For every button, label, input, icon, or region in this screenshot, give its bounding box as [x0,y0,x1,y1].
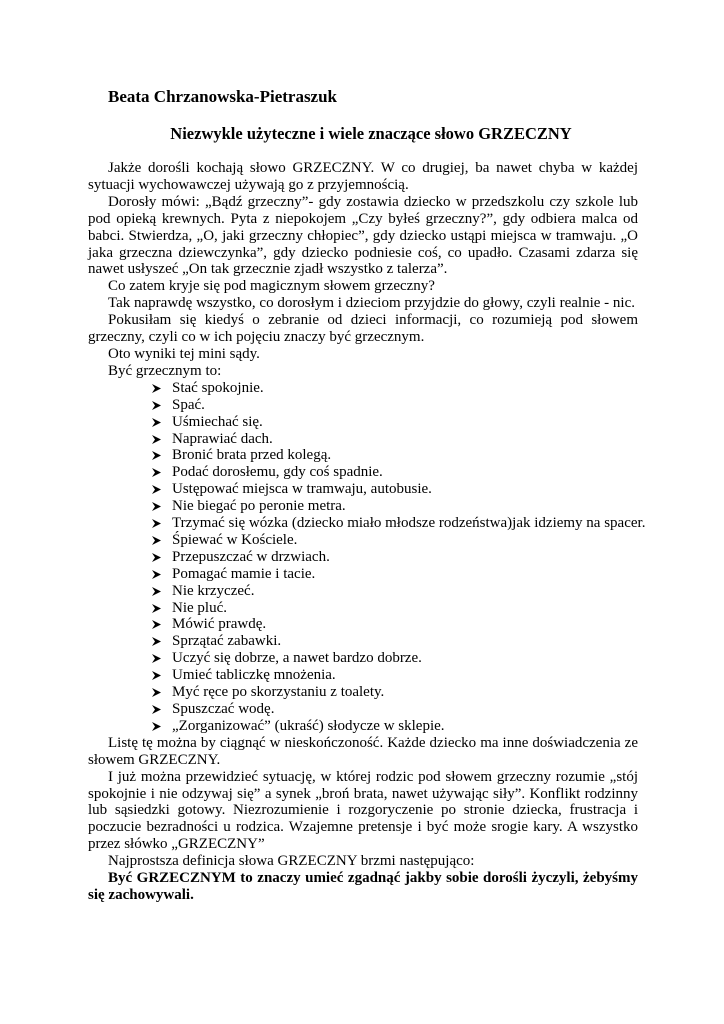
paragraph: Pokusiłam się kiedyś o zebranie od dzieci informacji, co rozumieją pod słowem grzeczny, czyli co w ich pojęciu znaczy być grzecznym. [88,312,638,346]
list-item-text: Trzymać się wózka (dziecko miało młodsze rodzeństwa)jak idziemy na spacer. [172,515,646,532]
arrow-bullet-icon [151,400,162,411]
bullet-list [88,379,646,735]
arrow-bullet-icon [151,653,162,664]
list-item [151,414,638,431]
list-item [151,600,638,617]
arrow-bullet-icon [151,687,162,698]
list-item-text: Nie krzyczeć. [172,582,255,599]
arrow-bullet-icon [151,383,162,394]
list-item [151,515,646,532]
arrow-bullet-icon [151,721,162,732]
list-item [151,397,638,414]
arrow-bullet-icon [151,518,162,529]
arrow-bullet-icon [151,467,162,478]
arrow-bullet-icon [151,501,162,512]
list-item-text: Ustępować miejsca w tramwaju, autobusie. [172,481,432,498]
list-item [151,633,638,650]
list-item-text: Nie biegać po peronie metra. [172,498,346,515]
list-item [151,566,638,583]
arrow-bullet-icon [151,636,162,647]
paragraph: Najprostsza definicja słowa GRZECZNY brzmi następująco: [108,853,475,870]
arrow-bullet-icon [151,586,162,597]
arrow-bullet-icon [151,434,162,445]
list-item [151,447,638,464]
list-item-text: Bronić brata przed kolegą. [172,447,332,464]
list-item [151,498,638,515]
paragraph: Co zatem kryje się pod magicznym słowem grzeczny? [108,278,435,295]
list-item-text: Stać spokojnie. [172,379,264,396]
arrow-bullet-icon [151,704,162,715]
paragraph: Dorosły mówi: „Bądź grzeczny”- gdy zostawia dziecko w przedszkolu czy szkole lub pod opieką krewnych. Pyta z niepokojem „Czy byłeś grzeczny?”, gdy odbiera malca od babci. Stwierdza, „O, jaki grzeczny chłopiec”, gdy dziecko ustąpi miejsca w tramwaju. „O jaka grzeczna dziewczynka”, gdy dziecko podniesie coś, co upadło. Czasami zdarza się nawet usłyszeć „On tak grzecznie zjadł wszystko z talerza”. [88,193,638,278]
paragraph: Jakże dorośli kochają słowo GRZECZNY. W co drugiej, ba nawet chyba w każdej sytuacji wychowawczej używają go z przyjemnością. [88,160,638,193]
document-body [88,160,646,904]
list-item-text: Umieć tabliczkę mnożenia. [172,667,336,684]
list-item-text: Uśmiechać się. [172,413,263,430]
list-item [151,701,638,718]
arrow-bullet-icon [151,535,162,546]
list-item-text: Uczyć się dobrze, a nawet bardzo dobrze. [172,650,422,667]
arrow-bullet-icon [151,603,162,614]
list-item [151,380,638,397]
list-item-text: „Zorganizować” (ukraść) słodycze w sklepie. [172,717,445,734]
list-item [151,464,638,481]
list-item-text: Śpiewać w Kościele. [172,531,298,548]
list-item-text: Przepuszczać w drzwiach. [172,548,330,565]
paragraph: Tak naprawdę wszystko, co dorosłym i dzieciom przyjdzie do głowy, czyli realnie - nic. [108,295,635,312]
list-item [151,481,638,498]
arrow-bullet-icon [151,569,162,580]
list-item [151,684,638,701]
list-item [151,616,638,633]
arrow-bullet-icon [151,619,162,630]
list-item-text: Naprawiać dach. [172,430,273,447]
arrow-bullet-icon [151,450,162,461]
list-item [151,667,638,684]
conclusion: Być GRZECZNYM to znaczy umieć zgadnąć jakby sobie dorośli życzyli, żebyśmy się zachowywali. [88,870,638,903]
list-item-text: Podać dorosłemu, gdy coś spadnie. [172,464,383,481]
list-item [151,583,638,600]
list-item-text: Spać. [172,396,205,413]
list-item [151,718,638,735]
list-item-text: Mówić prawdę. [172,616,267,633]
list-item [151,650,638,667]
paragraph: Oto wyniki tej mini sądy. [108,345,260,362]
list-item-text: Pomagać mamie i tacie. [172,565,316,582]
author-name: Beata Chrzanowska-Pietraszuk [108,87,338,106]
list-item-text: Spuszczać wodę. [172,701,275,717]
arrow-bullet-icon [151,552,162,563]
list-item [151,532,638,549]
arrow-bullet-icon [151,670,162,681]
arrow-bullet-icon [151,417,162,428]
list-item [151,549,638,566]
list-item-text: Nie pluć. [172,599,227,616]
paragraph: I już można przewidzieć sytuację, w której rodzic pod słowem grzeczny rozumie „stój spokojnie i nie odzywaj się” a synek „broń brata, nawet używając siły”. Konflikt rodzinny lub sąsiedzki gotowy. Niezrozumienie i rozgoryczenie po stronie dziecka, frustracja i poczucie bezradności u rodzica. Wzajemne pretensje i być może srogie kary. A wszystko przez słówko „GRZECZNY” [88,768,638,853]
list-item-text: Sprzątać zabawki. [172,633,282,650]
paragraph: Listę tę można by ciągnąć w nieskończoność. Każde dziecko ma inne doświadczenia ze słowem GRZECZNY. [88,734,638,768]
document-title: Niezwykle użyteczne i wiele znaczące słowo GRZECZNY [170,124,572,143]
arrow-bullet-icon [151,484,162,495]
list-item-text: Myć ręce po skorzystaniu z toalety. [172,684,385,701]
paragraph: Być grzecznym to: [108,362,222,379]
list-item [151,431,638,448]
